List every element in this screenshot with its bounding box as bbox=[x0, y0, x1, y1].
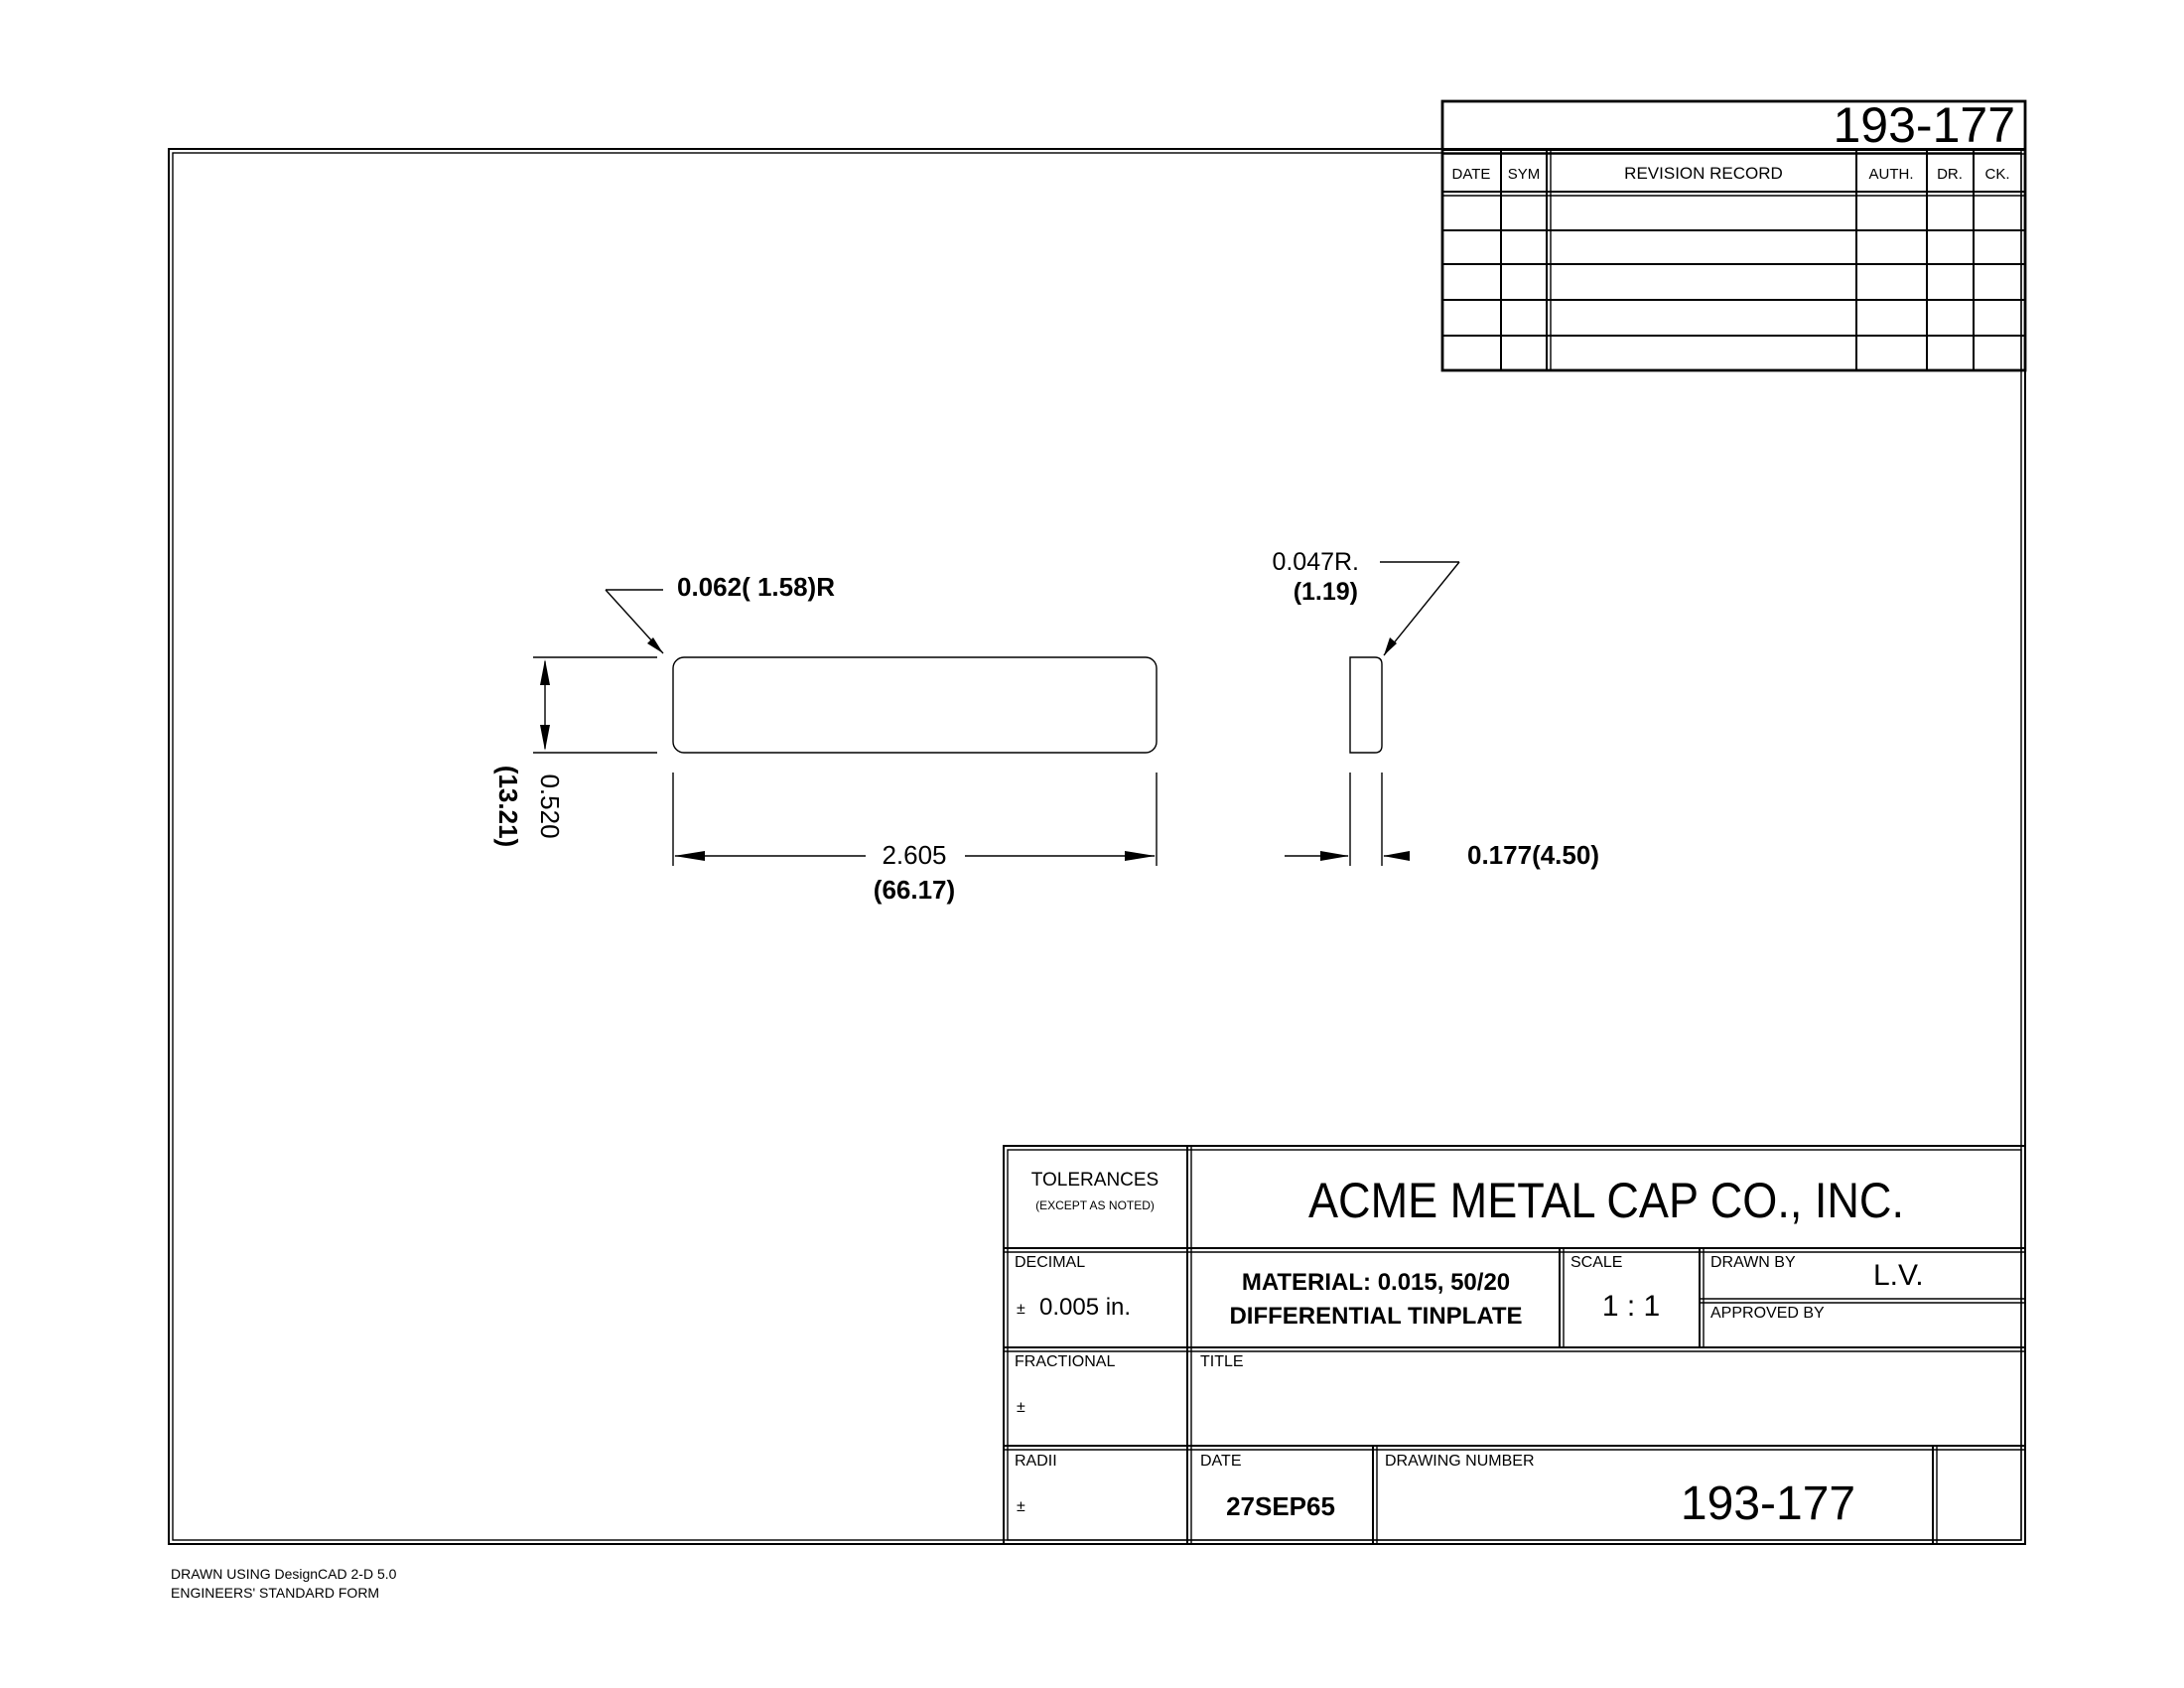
tolerances-note: (EXCEPT AS NOTED) bbox=[1035, 1198, 1155, 1212]
decimal-value: 0.005 in. bbox=[1039, 1294, 1132, 1321]
footer-line2: ENGINEERS' STANDARD FORM bbox=[171, 1585, 380, 1601]
title-label: TITLE bbox=[1200, 1353, 1244, 1370]
rev-header-ck: CK. bbox=[1984, 166, 2010, 183]
footer-line1: DRAWN USING DesignCAD 2-D 5.0 bbox=[171, 1566, 397, 1582]
length-inch-label: 2.605 bbox=[882, 840, 947, 870]
sheet-border bbox=[169, 149, 2025, 1544]
thickness-label: 0.177(4.50) bbox=[1467, 840, 1599, 870]
title-block bbox=[1004, 1146, 2025, 1544]
part-side-view bbox=[1350, 657, 1382, 753]
height-inch-label: 0.520 bbox=[535, 774, 565, 839]
date-value: 27SEP65 bbox=[1226, 1491, 1335, 1521]
length-metric-label: (66.17) bbox=[873, 875, 956, 905]
fractional-label: FRACTIONAL bbox=[1015, 1353, 1116, 1370]
corner-radius-label: 0.062( 1.58)R bbox=[677, 572, 835, 602]
company-name: ACME METAL CAP CO., INC. bbox=[1308, 1173, 1904, 1228]
side-radius-leader bbox=[1272, 548, 1459, 655]
part-front-view bbox=[673, 657, 1157, 753]
rev-header-dr: DR. bbox=[1937, 166, 1963, 183]
tolerances-label: TOLERANCES bbox=[1030, 1170, 1160, 1191]
drawn-by-value: L.V. bbox=[1873, 1259, 1924, 1292]
drawing-number-value: 193-177 bbox=[1680, 1477, 1856, 1530]
material-line1: MATERIAL: 0.015, 50/20 bbox=[1241, 1269, 1511, 1296]
footer-notes bbox=[171, 1566, 397, 1601]
radii-label: RADII bbox=[1015, 1453, 1057, 1470]
decimal-pm: ± bbox=[1017, 1301, 1025, 1318]
height-metric-label: (13.21) bbox=[493, 765, 523, 848]
rev-header-auth: AUTH. bbox=[1868, 166, 1914, 183]
thickness-dimension bbox=[1285, 773, 1599, 870]
revision-drawing-number: 193-177 bbox=[1833, 97, 2015, 153]
revision-block bbox=[1442, 97, 2025, 370]
rev-header-record: REVISION RECORD bbox=[1624, 164, 1783, 183]
radii-pm: ± bbox=[1017, 1498, 1025, 1515]
rev-header-date: DATE bbox=[1451, 166, 1491, 183]
side-radius-label: 0.047R. bbox=[1272, 548, 1359, 576]
approved-by-label: APPROVED BY bbox=[1710, 1305, 1825, 1322]
side-radius-metric: (1.19) bbox=[1293, 578, 1358, 606]
rev-header-sym: SYM bbox=[1507, 166, 1541, 183]
decimal-label: DECIMAL bbox=[1015, 1254, 1086, 1271]
drawn-by-label: DRAWN BY bbox=[1710, 1254, 1796, 1271]
date-label: DATE bbox=[1200, 1453, 1242, 1470]
material-line2: DIFFERENTIAL TINPLATE bbox=[1229, 1303, 1523, 1330]
fractional-pm: ± bbox=[1017, 1399, 1025, 1416]
corner-radius-leader bbox=[606, 572, 835, 653]
drawing-number-label: DRAWING NUMBER bbox=[1385, 1453, 1535, 1470]
scale-value: 1 : 1 bbox=[1601, 1290, 1661, 1323]
height-dimension bbox=[493, 657, 657, 847]
length-dimension bbox=[673, 773, 1157, 905]
scale-label: SCALE bbox=[1570, 1254, 1623, 1271]
